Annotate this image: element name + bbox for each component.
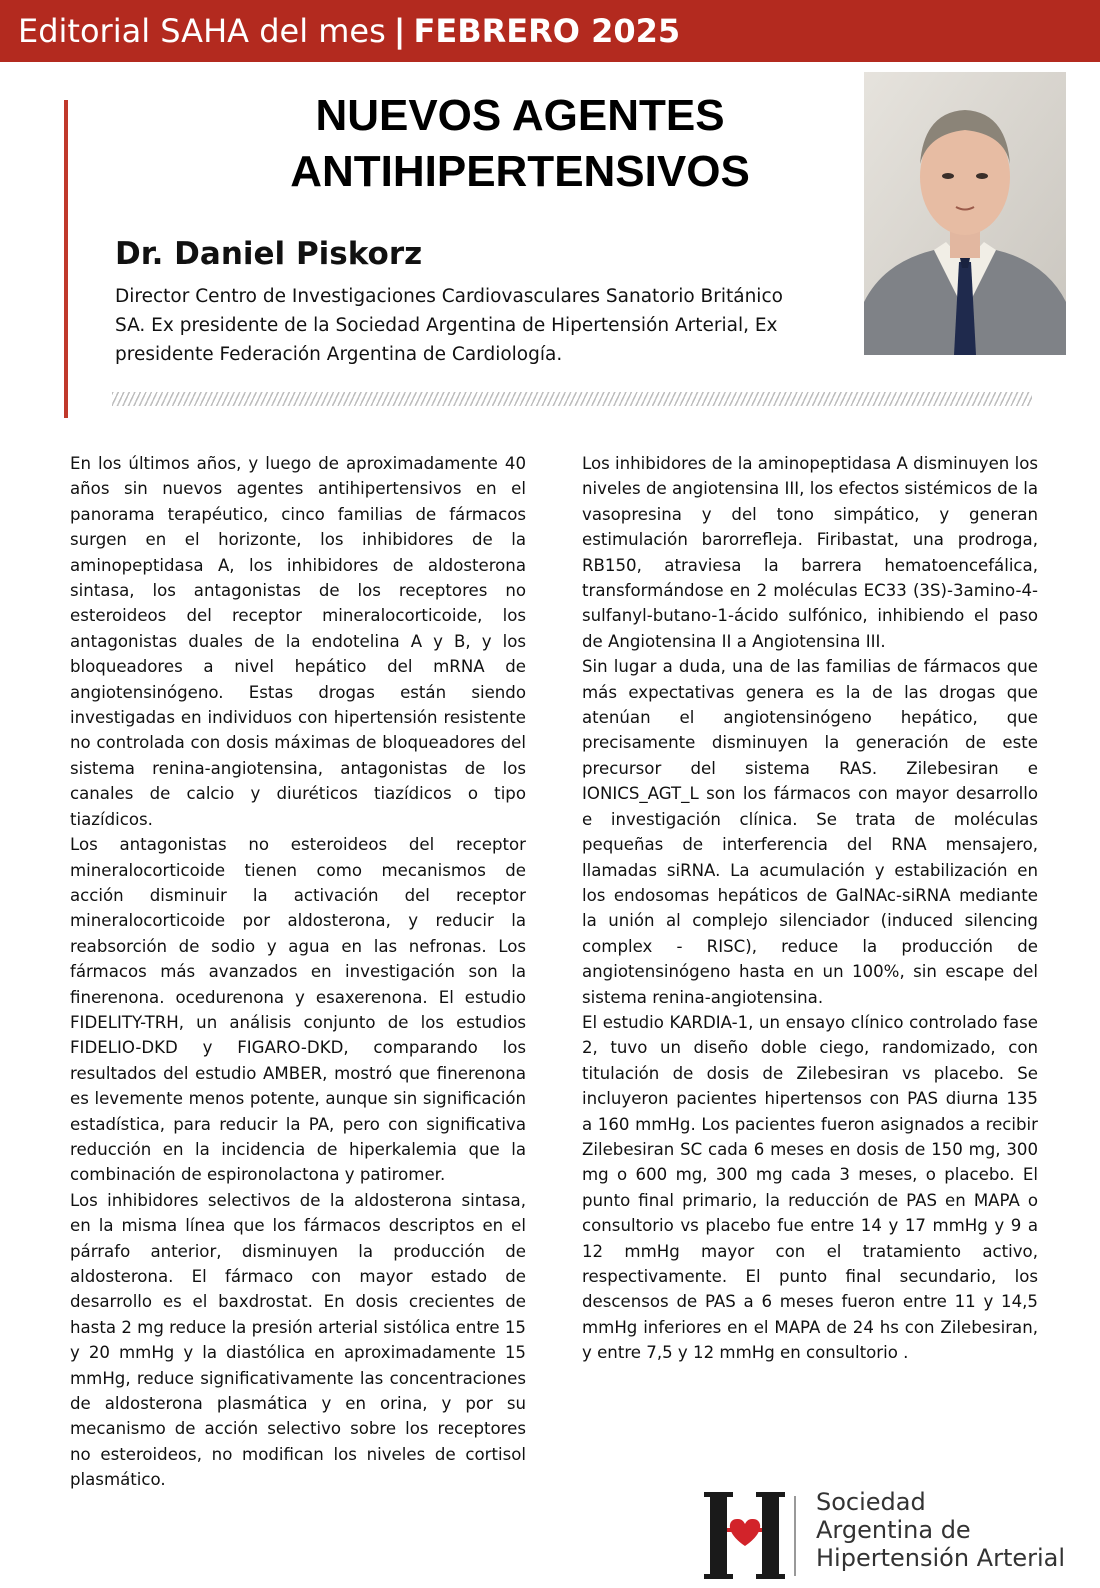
- logo-line-1: Sociedad: [816, 1488, 926, 1516]
- article-title: [200, 88, 840, 200]
- author-photo: [864, 72, 1066, 355]
- logo-line-3: Hipertensión Arterial: [816, 1544, 1066, 1572]
- title-line-1: NUEVOS AGENTES: [315, 91, 725, 140]
- accent-rule: [64, 100, 68, 418]
- header-banner: [0, 0, 1100, 62]
- paragraph: El estudio KARDIA-1, un ensayo clínico controlado fase 2, tuvo un diseño doble ciego, randomizado, con titulación de dosis de Zilebesiran vs placebo. Se incluyeron pacientes hipertensos con PAS diurna 135 a 160 mmHg. Los pacientes fueron asignados a recibir Zilebesiran SC cada 6 meses en dosis de 150 mg, 300 mg o 600 mg, 300 mg cada 3 meses, o placebo. El punto final primario, la reducción de PAS en MAPA o consultorio vs placebo fue entre 14 y 17 mmHg y 9 a 12 mmHg mayor con el tratamiento activo, respectivamente. El punto final secundario, los descensos de PAS a 6 meses fueron entre 11 y 14,5 mmHg inferiores en el MAPA de 24 hs con Zilebesiran, y entre 7,5 y 12 mmHg en consultorio .: [582, 1012, 1038, 1363]
- logo-line-2: Argentina de: [816, 1516, 971, 1544]
- body-column-right: [582, 451, 1038, 1366]
- paragraph: Los inhibidores de la aminopeptidasa A disminuyen los niveles de angiotensina III, los efectos sistémicos de la vasopresina y del tono simpático, y generan estimulación barorrefleja. Firibastat, una prodroga, RB150, atraviesa la barrera hematoencefálica, transformándose en 2 moléculas EC33 (3S)-3amino-4-sulfanyl-butano-1-ácido sulfónico, inhibiendo el paso de Angiotensina II a Angiotensina III.: [582, 454, 1039, 651]
- saha-logo-mark-icon: [704, 1488, 804, 1583]
- author-portrait-image: [864, 72, 1066, 355]
- logo-text: [816, 1488, 1065, 1572]
- saha-logo: [704, 1488, 1084, 1583]
- divider-hatch: [112, 392, 1032, 406]
- title-line-2: ANTIHIPERTENSIVOS: [290, 147, 750, 196]
- paragraph: Los antagonistas no esteroideos del receptor mineralocorticoide tienen como mecanismos de acción disminuir la activación del receptor mineralocorticoide por aldosterona, y reducir la reabsorción de sodio y agua en las nefronas. Los fármacos más avanzados en investigación son la finerenona. ocedurenona y esaxerenona. El estudio FIDELITY-TRH, un análisis conjunto de los estudios FIDELIO-DKD y FIGARO-DKD, comparando los resultados del estudio AMBER, mostró que finerenona es levemente menos potente, aunque sin significación estadística, para reducir la PA, pero con significativa reducción en la incidencia de hiperkalemia que la combinación de espironolactona y patiromer.: [70, 835, 526, 1185]
- header-label: Editorial SAHA del mes: [18, 12, 386, 50]
- header-date: FEBRERO 2025: [413, 12, 681, 50]
- paragraph: Los inhibidores selectivos de la aldosterona sintasa, en la misma línea que los fármacos descriptos en el párrafo anterior, disminuyen la producción de aldosterona. El fármaco con mayor estado de desarrollo es el baxdrostat. En dosis crecientes de hasta 2 mg reduce la presión arterial sistólica entre 15 y 20 mmHg y la diastólica en aproximadamente 15 mmHg, reduce significativamente las concentraciones de aldosterona plasmática y en orina, y por su mecanismo de acción selectivo sobre los receptores no esteroideos, no modifican los niveles de cortisol plasmático.: [70, 1190, 526, 1490]
- author-name: Dr. Daniel Piskorz: [115, 236, 423, 272]
- body-column-left: [70, 451, 526, 1493]
- paragraph: En los últimos años, y luego de aproximadamente 40 años sin nuevos agentes antihipertensivos en el panorama terapéutico, cinco familias de fármacos surgen en el horizonte, los inhibidores de la aminopeptidasa A, los inhibidores de aldosterona sintasa, los antagonistas de los receptores no esteroideos del receptor mineralocorticoide, los antagonistas duales de la endotelina A y B, y los bloqueadores a nivel hepático del mRNA de angiotensinógeno. Estas drogas están siendo investigadas en individuos con hipertensión resistente no controlada con dosis máximas de bloqueadores del sistema renina-angiotensina, antagonistas de los canales de calcio y diuréticos tiazídicos o tipo tiazídicos.: [70, 454, 526, 829]
- paragraph: Sin lugar a duda, una de las familias de fármacos que más expectativas genera es la de las drogas que atenúan el angiotensinógeno hepático, que precisamente disminuyen la generación de este precursor del sistema RAS. Zilebesiran e IONICS_AGT_L son los fármacos con mayor desarrollo e investigación clínica. Se trata de moléculas pequeñas de interferencia del RNA mensajero, llamadas siRNA. La acumulación y estabilización en los endosomas hepáticos de GalNAc-siRNA mediante la unión al complejo silenciador (induced silencing complex - RISC), reduce la producción de angiotensinógeno hasta en un 100%, sin escape del sistema renina-angiotensina.: [582, 657, 1038, 1007]
- header-separator: |: [393, 12, 406, 50]
- author-affiliation: Director Centro de Investigaciones Cardiovasculares Sanatorio Británico SA. Ex presidente de la Sociedad Argentina de Hipertensión Arterial, Ex presidente Federación Argentina de Cardiología.: [115, 286, 783, 365]
